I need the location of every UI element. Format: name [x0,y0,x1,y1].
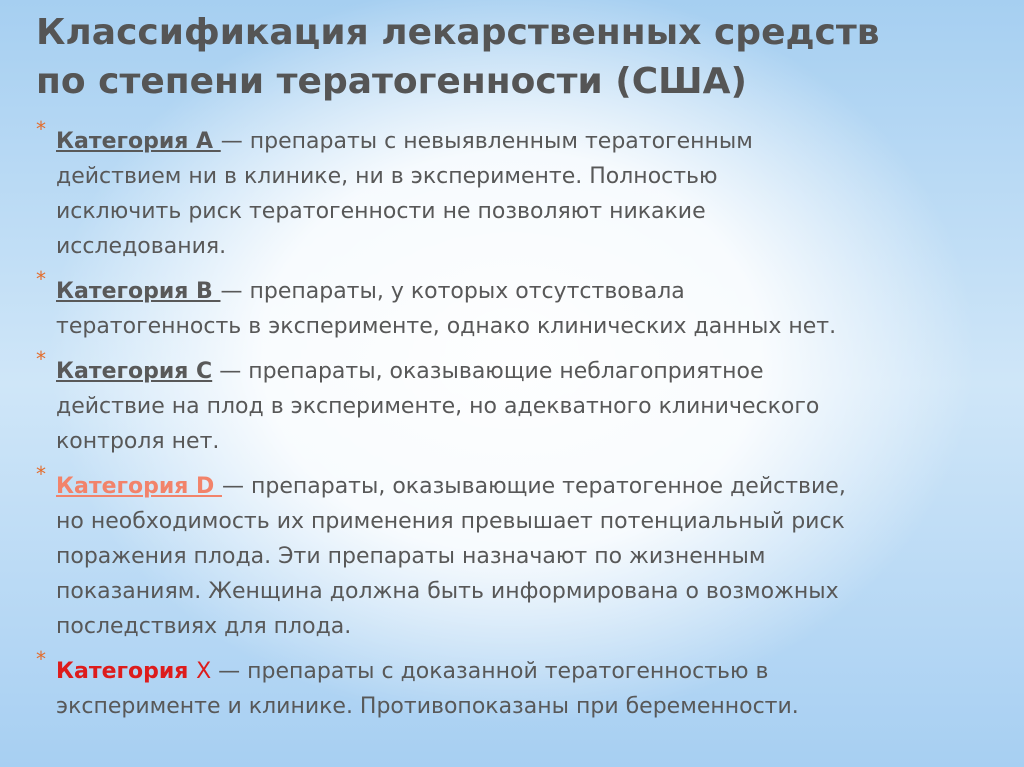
category-b-label: Категория В [56,279,221,304]
item-line: действие на плод в эксперименте, но адекватного клинического [56,394,820,419]
list-item-category-d [36,462,996,644]
item-line: последствиях для плода. [56,614,352,639]
bullet-star-icon: * [36,347,46,371]
bullet-star-icon: * [36,117,46,141]
item-line: эксперименте и клинике. Противопоказаны при беременности. [56,694,799,719]
bullet-star-icon: * [36,462,46,486]
list-item-category-a [36,117,996,264]
category-x-word: Категория [56,659,197,684]
item-line: тератогенность в эксперименте, однако клинических данных нет. [56,314,837,339]
item-line: действием ни в клинике, ни в эксперименте. Полностью [56,164,718,189]
item-line [56,654,996,689]
item-text: — препараты, оказывающие тератогенное действие, [221,474,846,499]
item-line: контроля нет. [56,429,220,454]
list-item-category-c [36,347,996,459]
category-list [36,117,996,734]
item-text: — препараты с доказанной тератогенностью в [211,659,769,684]
item-line: исключить риск тератогенности не позволяют никакие [56,199,706,224]
item-line: поражения плода. Эти препараты назначают по жизненным [56,544,766,569]
item-line: показаниям. Женщина должна быть информирована о возможных [56,579,839,604]
item-text: — препараты, оказывающие неблагоприятное [212,359,764,384]
title-line-1: Классификация лекарственных средств [36,12,880,53]
slide-title [36,8,996,106]
item-line [56,354,996,389]
item-line [56,469,996,504]
item-line: но необходимость их применения превышает потенциальный риск [56,509,845,534]
category-x-letter: X [196,659,212,684]
category-c-label: Категория С [56,359,213,384]
item-line [56,274,996,309]
category-d-label: Категория D [56,474,222,499]
bullet-star-icon: * [36,267,46,291]
list-item-category-x [36,647,996,724]
category-x-label [56,659,211,684]
item-line: исследования. [56,234,227,259]
title-line-2: по степени тератогенности (США) [36,61,747,102]
list-item-category-b [36,267,996,344]
bullet-star-icon: * [36,647,46,671]
category-a-label: Категория А [56,129,221,154]
item-text: — препараты с невыявленным тератогенным [220,129,753,154]
item-line [56,124,996,159]
item-text: — препараты, у которых отсутствовала [220,279,685,304]
